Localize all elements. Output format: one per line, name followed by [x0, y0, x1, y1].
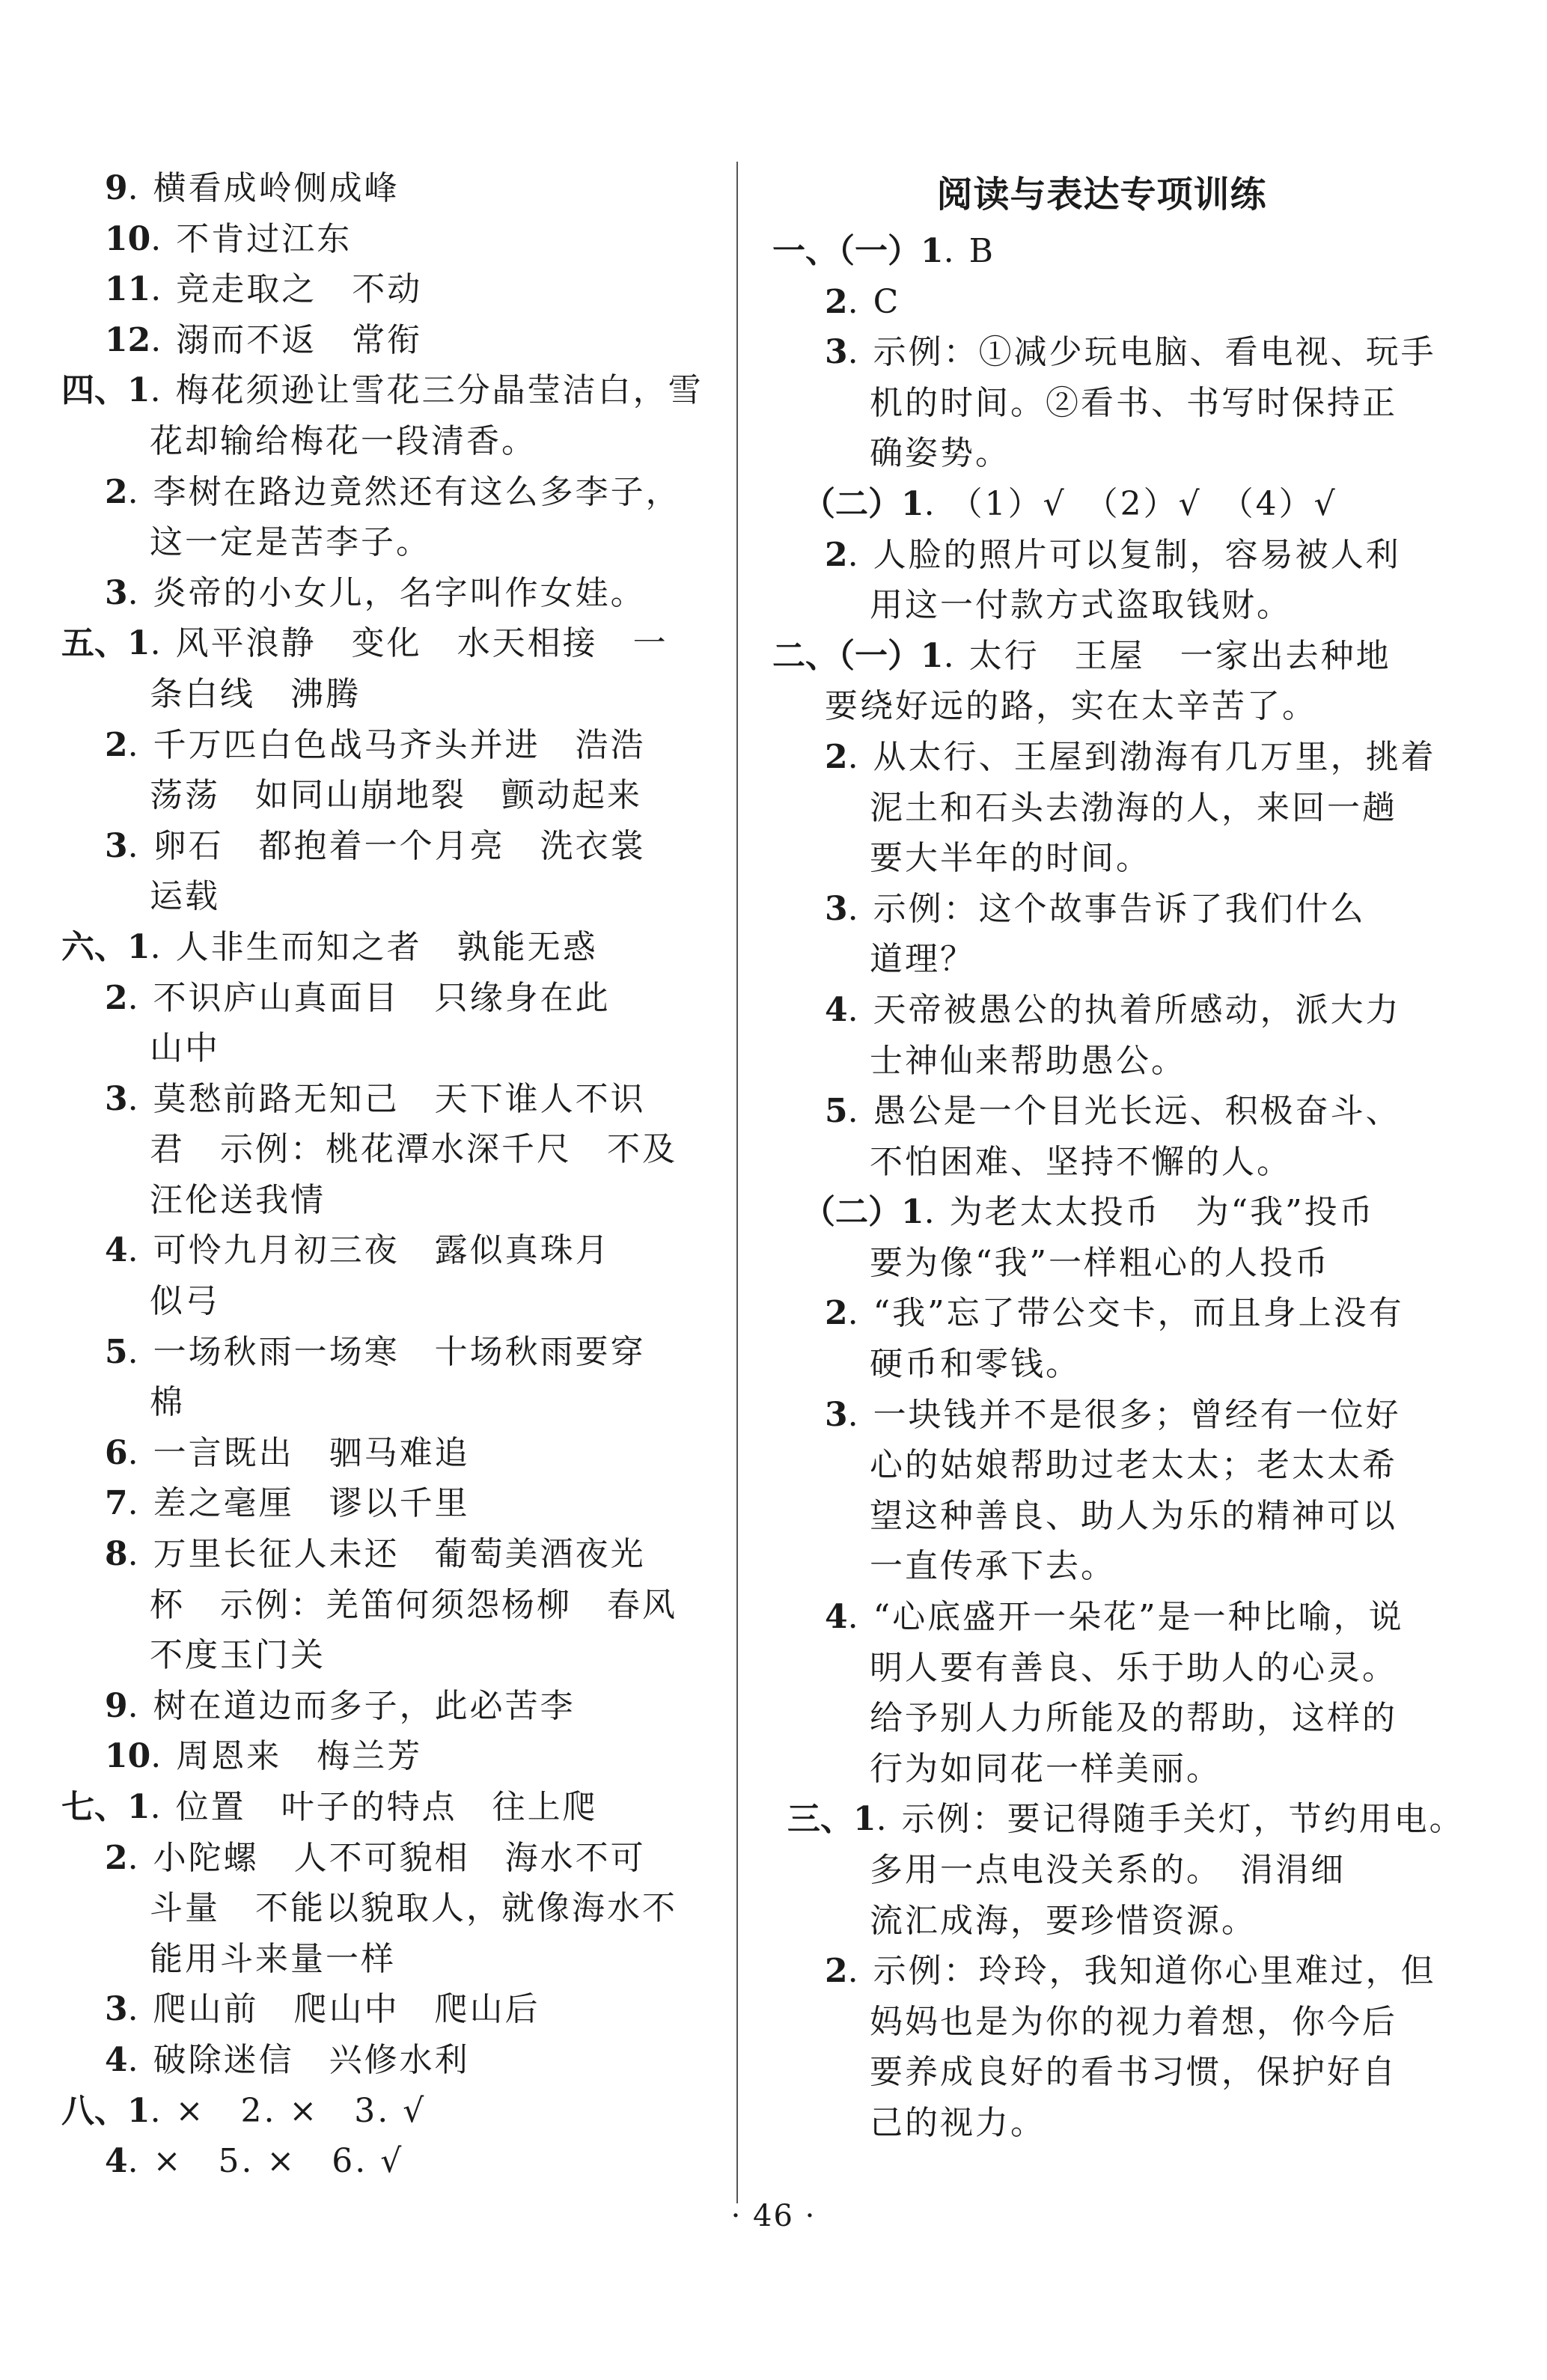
answer-text: 似弓: [150, 1282, 220, 1321]
answer-text: . B: [943, 232, 995, 270]
answer-line: [61, 1883, 720, 1934]
answer-line: [61, 1023, 720, 1074]
answer-text: 明人要有善良、乐于助人的心灵。: [870, 1648, 1397, 1687]
answer-line: [61, 871, 720, 922]
answer-text: 不怕困难、坚持不懈的人。: [870, 1142, 1292, 1181]
item-number: 3: [825, 889, 848, 928]
answer-line: [61, 568, 720, 619]
item-number: 7: [105, 1484, 128, 1523]
item-number: 3: [825, 1395, 848, 1434]
answer-text: 己的视力。: [870, 2103, 1046, 2142]
answer-line: [772, 530, 1431, 581]
answer-line: [772, 631, 1431, 682]
answer-text: 君 示例：桃花潭水深千尺 不及: [150, 1130, 677, 1169]
answer-line: [772, 732, 1436, 783]
answer-line: [61, 669, 720, 720]
answer-text: . × 2. × 3. √: [150, 2091, 427, 2130]
answer-line: [772, 1541, 1431, 1592]
answer-line: [772, 1693, 1431, 1744]
answer-text: 确姿势。: [870, 434, 1010, 473]
answer-line: [772, 2098, 1431, 2149]
answer-text: . 卵石 都抱着一个月亮 洗衣裳: [127, 826, 646, 865]
answer-text: . 周恩来 梅兰芳: [150, 1737, 423, 1776]
answer-text: . 万里长征人未还 葡萄美酒夜光: [127, 1535, 646, 1574]
item-number: 3: [105, 573, 128, 612]
answer-text: . 爬山前 爬山中 爬山后: [127, 1990, 540, 2029]
answer-line: [61, 1984, 720, 2035]
answer-text: 要养成良好的看书习惯，保护好自: [870, 2053, 1397, 2092]
answer-text: 荡荡 如同山崩地裂 颤动起来: [150, 776, 642, 815]
item-number: 4: [105, 1231, 128, 1270]
answer-line: [61, 821, 720, 872]
answer-line: [772, 1288, 1431, 1339]
answer-line: [772, 479, 1431, 530]
item-number: 8: [105, 1535, 128, 1574]
answer-line: [61, 1276, 720, 1327]
answer-line: [772, 1036, 1431, 1087]
answer-text: 运载: [150, 877, 220, 916]
item-number: 4: [825, 990, 848, 1029]
left-column: [61, 163, 720, 2187]
answer-line: [61, 1833, 720, 1884]
item-number: 八、1: [61, 2091, 150, 2130]
answer-text: 流汇成海，要珍惜资源。: [870, 1901, 1257, 1940]
answer-text: 一直传承下去。: [870, 1547, 1116, 1586]
answer-line: [61, 315, 720, 366]
answer-line: [772, 327, 1436, 378]
answer-text: . 李树在路边竟然还有这么多李子，: [127, 472, 681, 511]
answer-line: [61, 618, 720, 669]
answer-text: . 莫愁前路无知己 天下谁人不识: [127, 1079, 646, 1118]
item-number: 4: [105, 2142, 128, 2181]
answer-text: 多用一点电没关系的。 涓涓细: [870, 1851, 1346, 1889]
answer-line: [772, 934, 1431, 985]
item-number: 5: [825, 1092, 848, 1131]
answer-text: 条白线 沸腾: [150, 674, 361, 713]
answer-text: . 人脸的照片可以复制，容易被人利: [847, 535, 1401, 574]
answer-text: . 人非生而知之者 孰能无惑: [150, 927, 598, 966]
answer-line: [61, 1478, 720, 1529]
item-number: 2: [825, 282, 848, 321]
answer-text: . 为老太太投币 为“我”投币: [924, 1193, 1375, 1232]
answer-text: 泥土和石头去渤海的人，来回一趟: [870, 788, 1397, 827]
item-number: 五、1: [61, 624, 150, 663]
answer-text: 棉: [150, 1383, 185, 1422]
answer-line: [772, 277, 1431, 328]
item-number: 11: [105, 270, 151, 309]
answer-text: 要绕好远的路，实在太辛苦了。: [825, 687, 1317, 726]
item-number: 2: [105, 978, 128, 1017]
answer-line: [772, 1491, 1431, 1542]
answer-text: . 从太行、王屋到渤海有几万里，挑着: [847, 737, 1436, 776]
answer-line: [61, 2035, 720, 2086]
answer-text: . 可怜九月初三夜 露似真珠月: [127, 1231, 611, 1270]
answer-line: [61, 1175, 720, 1226]
answer-text: 行为如同花一样美丽。: [870, 1749, 1221, 1788]
answer-line: [772, 1845, 1431, 1896]
answer-line: [61, 1377, 720, 1428]
answer-text: . 小陀螺 人不可貌相 海水不可: [127, 1838, 646, 1877]
answer-text: . 树在道边而多子，此必苦李: [127, 1686, 576, 1725]
answer-line: [61, 163, 720, 214]
answer-line: [772, 1896, 1431, 1947]
item-number: （二）1: [802, 1193, 924, 1232]
answer-line: [61, 214, 720, 265]
answer-text: 用这一付款方式盗取钱财。: [870, 586, 1292, 625]
answer-text: . 愚公是一个目光长远、积极奋斗、: [847, 1092, 1401, 1131]
item-number: 六、1: [61, 927, 150, 966]
answer-line: [61, 467, 720, 518]
answer-text: . 不肯过江东: [150, 219, 353, 258]
item-number: 4: [105, 2040, 128, 2079]
item-number: 9: [105, 169, 128, 207]
answer-text: 不度玉门关: [150, 1636, 326, 1675]
answer-text: . 示例：①减少玩电脑、看电视、玩手: [847, 333, 1436, 372]
item-number: 2: [105, 725, 128, 764]
answer-line: [772, 580, 1431, 631]
answer-line: [772, 1137, 1431, 1188]
item-number: 3: [105, 1990, 128, 2029]
answer-line: [61, 1580, 720, 1631]
answer-text: . 天帝被愚公的执着所感动，派大力: [847, 990, 1401, 1029]
answer-text: 硬币和零钱。: [870, 1345, 1081, 1384]
answer-line: [772, 884, 1431, 935]
item-number: 2: [825, 535, 848, 574]
answer-text: . （1）√ （2）√ （4）√: [924, 484, 1337, 523]
answer-line: [772, 428, 1431, 479]
answer-text: . 破除迷信 兴修水利: [127, 2040, 470, 2079]
answer-text: . 示例：这个故事告诉了我们什么: [847, 889, 1366, 928]
answer-line: [61, 1681, 720, 1732]
item-number: 二、（一）1: [772, 636, 944, 675]
column-divider: [736, 162, 738, 2203]
answer-line: [61, 1731, 720, 1782]
answer-line: [61, 1225, 720, 1276]
answer-text: . 示例：要记得随手关灯，节约用电。: [876, 1800, 1465, 1839]
item-number: 2: [825, 1952, 848, 1991]
answer-text: . 一块钱并不是很多；曾经有一位好: [847, 1395, 1401, 1434]
answer-text: . 示例：玲玲，我知道你心里难过，但: [847, 1952, 1436, 1991]
answer-text: 机的时间。②看书、书写时保持正: [870, 383, 1397, 422]
answer-line: [61, 1327, 720, 1378]
answer-line: [61, 416, 720, 467]
answer-line: [61, 1630, 720, 1681]
answer-text: . × 5. × 6. √: [127, 2142, 404, 2181]
answer-line: [772, 1946, 1436, 1997]
answer-line: [772, 1997, 1431, 2048]
answer-line: [61, 1124, 720, 1175]
answer-line: [772, 1238, 1431, 1289]
item-number: 一、（一）1: [772, 232, 944, 270]
answer-text: 能用斗来量一样: [150, 1939, 396, 1978]
answer-line: [61, 770, 720, 821]
answer-text: 要为像“我”一样粗心的人投币: [870, 1243, 1330, 1282]
answer-text: . 梅花须逊让雪花三分晶莹洁白，雪: [150, 371, 704, 410]
answer-text: . 位置 叶子的特点 往上爬: [150, 1788, 598, 1826]
page-number: · 46 ·: [730, 2199, 817, 2233]
answer-text: 心的姑娘帮助过老太太；老太太希: [870, 1446, 1397, 1485]
answer-line: [61, 2086, 720, 2137]
item-number: 4: [825, 1598, 848, 1637]
answer-line: [61, 973, 720, 1024]
item-number: 七、1: [61, 1788, 150, 1826]
answer-text: . 溺而不返 常衔: [150, 320, 423, 359]
answer-line: [772, 1390, 1431, 1441]
right-column: [772, 163, 1465, 2149]
answer-text: 山中: [150, 1029, 220, 1068]
answer-line: [772, 1592, 1431, 1643]
item-number: 2: [825, 1294, 848, 1333]
answer-text: 这一定是苦李子。: [150, 523, 431, 562]
answer-line: [772, 783, 1431, 834]
answer-text: . 千万匹白色战马齐头并进 浩浩: [127, 725, 646, 764]
answer-line: [772, 1187, 1431, 1238]
answer-line: [772, 2047, 1431, 2098]
answer-line: [772, 1086, 1431, 1137]
item-number: 2: [825, 737, 848, 776]
answer-text: 杯 示例：羌笛何须怨杨柳 春风: [150, 1585, 677, 1624]
item-number: 5: [105, 1332, 128, 1371]
answer-line: [61, 1428, 720, 1479]
answer-text: . 不识庐山真面目 只缘身在此: [127, 978, 611, 1017]
answer-line: [61, 720, 720, 771]
answer-line: [61, 1529, 720, 1580]
item-number: 12: [105, 320, 151, 359]
item-number: 10: [105, 219, 151, 258]
answer-text: 斗量 不能以貌取人，就像海水不: [150, 1889, 677, 1928]
answer-line: [61, 1782, 720, 1833]
answer-text: . 太行 王屋 一家出去种地: [943, 636, 1391, 675]
answer-line: [772, 1744, 1431, 1795]
answer-line: [61, 1074, 720, 1125]
answer-line: [772, 985, 1431, 1036]
answer-line: [61, 517, 720, 568]
answer-text: 汪伦送我情: [150, 1180, 326, 1219]
item-number: 9: [105, 1686, 128, 1725]
answer-line: [772, 833, 1431, 884]
answer-line: [61, 922, 720, 973]
answer-text: . 竞走取之 不动: [150, 270, 423, 309]
answer-text: . 炎帝的小女儿，名字叫作女娃。: [127, 573, 646, 612]
answer-text: . 横看成岭侧成峰: [127, 169, 400, 207]
answer-text: . 风平浪静 变化 水天相接 一: [150, 624, 668, 663]
item-number: 三、1: [787, 1800, 876, 1839]
answer-line: [772, 1794, 1465, 1845]
answer-text: . “我”忘了带公交卡，而且身上没有: [847, 1294, 1404, 1333]
answer-text: 要大半年的时间。: [870, 839, 1151, 878]
item-number: 2: [105, 472, 128, 511]
answer-text: 士神仙来帮助愚公。: [870, 1041, 1186, 1080]
answer-line: [772, 1339, 1431, 1390]
answer-line: [61, 264, 720, 315]
answer-text: 给予别人力所能及的帮助，这样的: [870, 1699, 1397, 1738]
item-number: 3: [825, 333, 848, 372]
section-title: 阅读与表达专项训练: [936, 174, 1267, 216]
answer-line: [772, 1643, 1431, 1694]
item-number: 四、1: [61, 371, 150, 410]
answer-line: [772, 681, 1431, 732]
item-number: 2: [105, 1838, 128, 1877]
answer-line: [772, 378, 1431, 429]
answer-text: 望这种善良、助人为乐的精神可以: [870, 1496, 1397, 1535]
answer-text: 道理？: [870, 940, 975, 979]
answer-line: [772, 226, 1431, 277]
answer-text: 妈妈也是为你的视力着想，你今后: [870, 2002, 1397, 2041]
item-number: （二）1: [802, 484, 924, 523]
item-number: 3: [105, 1079, 128, 1118]
item-number: 10: [105, 1737, 151, 1776]
item-number: 3: [105, 826, 128, 865]
answer-line: [61, 365, 720, 416]
answer-text: . 一言既出 驷马难追: [127, 1433, 470, 1472]
answer-text: . 差之毫厘 谬以千里: [127, 1484, 470, 1523]
answer-text: . “心底盛开一朵花”是一种比喻，说: [847, 1598, 1404, 1637]
answer-line: [61, 2136, 720, 2187]
answer-line: [772, 1440, 1431, 1491]
item-number: 6: [105, 1433, 128, 1472]
answer-text: . 一场秋雨一场寒 十场秋雨要穿: [127, 1332, 646, 1371]
right-lines: [772, 226, 1465, 2149]
answer-text: 花却输给梅花一段清香。: [150, 421, 537, 460]
answer-line: [61, 1934, 720, 1985]
answer-text: . C: [847, 282, 901, 321]
